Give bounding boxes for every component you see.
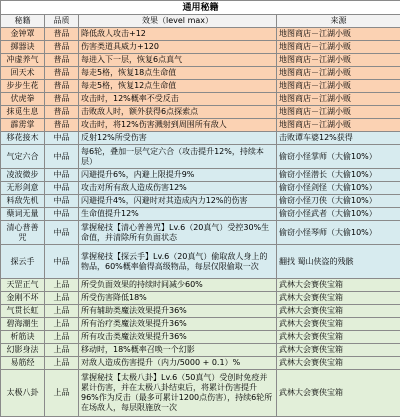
table-row: [1, 305, 400, 318]
table-row: [1, 208, 400, 221]
cell-name: 幻影身法: [1, 344, 45, 357]
cell-grade: 中品: [45, 208, 79, 221]
table-row: [1, 331, 400, 344]
cell-name: 金钟罩: [1, 28, 45, 41]
cell-effect: 攻击时，将12%伤害溅射到周围所有敌人: [79, 119, 277, 132]
cell-name: 天罡正气: [1, 279, 45, 292]
cell-effect: 每6轮，叠加一层气定六合（攻击提升12%，持续本层）: [79, 145, 277, 169]
cell-grade: 普品: [45, 67, 79, 80]
cell-source: 武林大会赛侠宝箱: [277, 370, 400, 417]
cell-effect: 所有治疗类魔法效果提升36%: [79, 318, 277, 331]
table-row: [1, 106, 400, 119]
cell-name: 蘖词无量: [1, 208, 45, 221]
table-row: [1, 54, 400, 67]
cell-effect: 所有辅助类魔法效果提升36%: [79, 305, 277, 318]
table-row: [1, 145, 400, 169]
cell-name: 碧海潮生: [1, 318, 45, 331]
table-row: [1, 119, 400, 132]
cell-grade: 上品: [45, 305, 79, 318]
cell-grade: 普品: [45, 28, 79, 41]
cell-source: 偷窃小怪武者（大偷10%）: [277, 208, 400, 221]
header-source: 来源: [277, 15, 400, 28]
cell-name: 金刚不坏: [1, 292, 45, 305]
cell-effect: 降低敌人攻击+12: [79, 28, 277, 41]
cell-grade: 上品: [45, 370, 79, 417]
cell-name: 易筋经: [1, 357, 45, 370]
cell-name: 掷器诀: [1, 41, 45, 54]
cell-name: 抹觅生息: [1, 106, 45, 119]
cell-grade: 上品: [45, 292, 79, 305]
cell-grade: 中品: [45, 245, 79, 279]
cell-grade: 中品: [45, 145, 79, 169]
cell-grade: 上品: [45, 357, 79, 370]
cell-source: 偷窃小怪琴师（大偷10%）: [277, 221, 400, 245]
cell-source: 偷窃小怪刀侠（大偷10%）: [277, 195, 400, 208]
cell-name: 太极八卦: [1, 370, 45, 417]
cell-name: 霹雳掌: [1, 119, 45, 132]
cell-effect: 击败敌人时，额外获得6点探索点: [79, 106, 277, 119]
cell-grade: 普品: [45, 106, 79, 119]
cell-source: 偷窃小怪潜长（大偷10%）: [277, 169, 400, 182]
cell-source: 翻找 蜀山侠盗的残骸: [277, 245, 400, 279]
cell-name: 移花接木: [1, 132, 45, 145]
table-row: [1, 132, 400, 145]
table-body: [1, 28, 400, 417]
cell-source: 地图商店－江湖小贩: [277, 119, 400, 132]
table-row: [1, 67, 400, 80]
cell-effect: 对敌人造成伤害提升（内力/5000 + 0.1）%: [79, 357, 277, 370]
cell-grade: 普品: [45, 80, 79, 93]
cell-effect: 每走5格，恢复18点生命值: [79, 67, 277, 80]
cell-name: 气贯长虹: [1, 305, 45, 318]
cell-source: 武林大会赛侠宝箱: [277, 331, 400, 344]
table-row: [1, 245, 400, 279]
cell-grade: 普品: [45, 119, 79, 132]
cell-grade: 上品: [45, 318, 79, 331]
cell-grade: 普品: [45, 41, 79, 54]
cell-source: 地图商店－江湖小贩: [277, 28, 400, 41]
cell-source: 地图商店－江湖小贩: [277, 41, 400, 54]
cell-grade: 普品: [45, 54, 79, 67]
cell-source: 地图商店－江湖小贩: [277, 93, 400, 106]
cell-name: 冲虚养气: [1, 54, 45, 67]
table-row: [1, 41, 400, 54]
cell-source: 武林大会赛侠宝箱: [277, 305, 400, 318]
cell-source: 武林大会赛侠宝箱: [277, 344, 400, 357]
cell-effect: 每走5格，恢复12点生命值: [79, 80, 277, 93]
cell-name: 伏虎拳: [1, 93, 45, 106]
cell-grade: 上品: [45, 279, 79, 292]
table-row: [1, 370, 400, 417]
cell-effect: 攻击对所有敌人造成伤害12%: [79, 182, 277, 195]
cell-name: 探云手: [1, 245, 45, 279]
cell-grade: 上品: [45, 331, 79, 344]
cell-source: 地图商店－江湖小贩: [277, 54, 400, 67]
cell-effect: 掌握秘技【太极八卦】Lv.6（50真气）受创时免疫并累计伤害，并在太极八卦结束后，将累计伤害提升96%作为反击（最多可累计1200点伤害），持续6轮所在场敌人，每层限施放一次: [79, 370, 277, 417]
cell-source: 武林大会赛侠宝箱: [277, 318, 400, 331]
cell-effect: 反射12%所受伤害: [79, 132, 277, 145]
table-row: [1, 93, 400, 106]
table-row: [1, 169, 400, 182]
cell-grade: 中品: [45, 132, 79, 145]
cell-grade: 上品: [45, 344, 79, 357]
cell-grade: 普品: [45, 93, 79, 106]
cell-effect: 每进入下一层，恢复6点真气: [79, 54, 277, 67]
header-grade: 品质: [45, 15, 79, 28]
cell-name: 回天术: [1, 67, 45, 80]
table-row: [1, 195, 400, 208]
cell-source: 武林大会赛侠宝箱: [277, 357, 400, 370]
cell-effect: 闪避提升6%，内避上限提升9%: [79, 169, 277, 182]
cell-grade: 中品: [45, 182, 79, 195]
cell-name: 料敌先机: [1, 195, 45, 208]
cell-name: 步步生花: [1, 80, 45, 93]
cell-grade: 中品: [45, 195, 79, 208]
cell-effect: 所有攻击类魔法效果提升36%: [79, 331, 277, 344]
table-row: [1, 221, 400, 245]
cell-source: 武林大会赛侠宝箱: [277, 279, 400, 292]
table-title: 通用秘籍: [1, 1, 400, 15]
cell-effect: 生命值提升12%: [79, 208, 277, 221]
cell-source: 地图商店－江湖小贩: [277, 106, 400, 119]
cell-effect: 所受负面效果的持续时间减少60%: [79, 279, 277, 292]
cell-name: 无形剑意: [1, 182, 45, 195]
cell-effect: 掌握秘技【探云手】Lv.6（20真气）偷取敌人身上的物品，60%概率偷得高级物品，每层仅限偷取一次: [79, 245, 277, 279]
header-effect: 效果（level max）: [79, 15, 277, 28]
cell-effect: 伤害类道具威力+120: [79, 41, 277, 54]
cell-effect: 移动时，18%概率召唤一个幻影: [79, 344, 277, 357]
header-row: [1, 15, 400, 28]
cell-effect: 所受伤害降低18%: [79, 292, 277, 305]
cell-effect: 闪避提升4%，闪避时对其造成内力12%的伤害: [79, 195, 277, 208]
cell-name: 凌波微步: [1, 169, 45, 182]
table-row: [1, 182, 400, 195]
cell-effect: 掌握秘技【清心普善咒】Lv.6（20真气）受控30%生命值，并清除所有负面状态: [79, 221, 277, 245]
cell-name: 析筋诀: [1, 331, 45, 344]
cell-source: 地图商店－江湖小贩: [277, 67, 400, 80]
cell-grade: 中品: [45, 169, 79, 182]
table-row: [1, 279, 400, 292]
cell-source: 地图商店－江湖小贩: [277, 80, 400, 93]
table-row: [1, 292, 400, 305]
cell-source: 偷窃小怪剑怪（大偷10%）: [277, 182, 400, 195]
header-name: 秘籍: [1, 15, 45, 28]
table-row: [1, 344, 400, 357]
cell-name: 清心普善咒: [1, 221, 45, 245]
cell-source: 偷窃小怪掌师（大偷10%）: [277, 145, 400, 169]
cell-source: 武林大会赛侠宝箱: [277, 292, 400, 305]
cell-grade: 中品: [45, 221, 79, 245]
cell-name: 气定六合: [1, 145, 45, 169]
cell-effect: 攻击时，12%概率不受反击: [79, 93, 277, 106]
cell-source: 击败谭车婆12%获得: [277, 132, 400, 145]
table-row: [1, 80, 400, 93]
table-row: [1, 28, 400, 41]
table-row: [1, 318, 400, 331]
table-row: [1, 357, 400, 370]
